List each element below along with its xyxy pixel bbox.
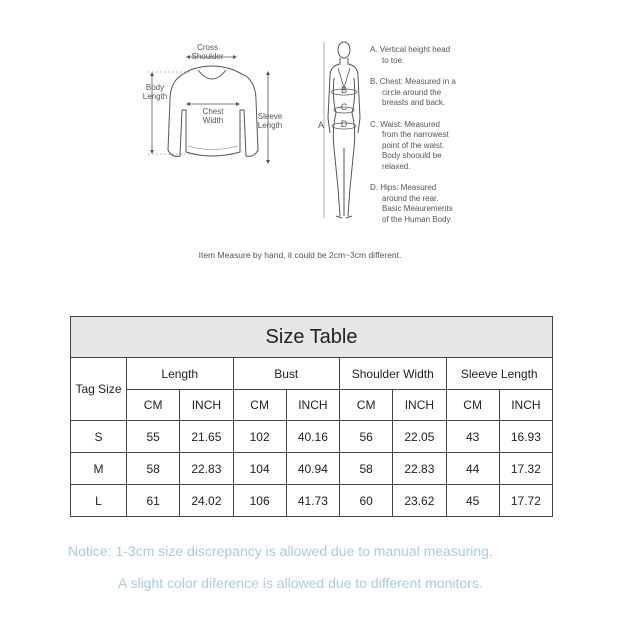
value-cell: 22.83 (180, 453, 233, 485)
unit-header: INCH (286, 390, 339, 421)
size-cell: S (71, 421, 127, 453)
table-row (71, 421, 553, 453)
measurement-legend (370, 45, 480, 236)
value-cell: 55 (127, 421, 180, 453)
value-cell: 21.65 (180, 421, 233, 453)
group-header-shoulder-width: Shoulder Width (340, 358, 447, 390)
value-cell: 45 (446, 485, 499, 517)
mark-d: D (340, 119, 348, 129)
measure-note: Item Measure by hand, it could be 2cm~3cm different. (198, 250, 402, 260)
mark-b: B (340, 85, 347, 95)
legend-item-b: B. Chest: Measured in a circle around the breasts and back. (370, 77, 456, 107)
body-length-label: Body Length (142, 83, 168, 101)
sleeve-length-label: Sleeve Length (257, 112, 283, 130)
group-header-sleeve-length: Sleeve Length (446, 358, 553, 390)
group-header-length: Length (127, 358, 234, 390)
value-cell: 40.94 (286, 453, 339, 485)
unit-header: INCH (180, 390, 233, 421)
value-cell: 22.83 (393, 453, 446, 485)
mark-a: A (317, 120, 324, 130)
value-cell: 106 (233, 485, 286, 517)
tag-size-header: Tag Size (71, 358, 127, 421)
value-cell: 41.73 (286, 485, 339, 517)
notice-discrepancy: Notice: 1-3cm size discrepancy is allowed due to manual measuring. (68, 543, 493, 559)
body-figure (318, 38, 368, 228)
value-cell: 56 (340, 421, 393, 453)
value-cell: 61 (127, 485, 180, 517)
table-row (71, 485, 553, 517)
value-cell: 23.62 (393, 485, 446, 517)
value-cell: 24.02 (180, 485, 233, 517)
unit-header: CM (446, 390, 499, 421)
value-cell: 17.32 (499, 453, 552, 485)
value-cell: 58 (340, 453, 393, 485)
group-header-bust: Bust (233, 358, 340, 390)
unit-header: INCH (393, 390, 446, 421)
unit-header: INCH (499, 390, 552, 421)
value-cell: 102 (233, 421, 286, 453)
table-title: Size Table (71, 317, 553, 358)
unit-header: CM (233, 390, 286, 421)
legend-item-d: D. Hips: Measured around the rear. Basic Meaurements of the Human Body (370, 183, 453, 224)
value-cell: 43 (446, 421, 499, 453)
size-table (70, 316, 553, 517)
value-cell: 60 (340, 485, 393, 517)
value-cell: 22.05 (393, 421, 446, 453)
legend-item-c: C. Waist: Measured from the narrowest point of the waist. Body shoould be relaxed. (370, 119, 449, 171)
size-cell: M (71, 453, 127, 485)
size-cell: L (71, 485, 127, 517)
unit-header: CM (340, 390, 393, 421)
notice-color: A slight color diference is allowed due to different monitors. (118, 575, 483, 591)
table-row (71, 453, 553, 485)
value-cell: 58 (127, 453, 180, 485)
chest-width-label: Chest Width (202, 107, 224, 125)
cross-shoulder-label: Cross Shoulder (191, 43, 224, 61)
unit-header: CM (127, 390, 180, 421)
mark-c: C (340, 102, 348, 112)
value-cell: 104 (233, 453, 286, 485)
value-cell: 17.72 (499, 485, 552, 517)
value-cell: 44 (446, 453, 499, 485)
legend-item-a: A. Vertical height head to toe. (370, 45, 451, 65)
value-cell: 40.16 (286, 421, 339, 453)
value-cell: 16.93 (499, 421, 552, 453)
